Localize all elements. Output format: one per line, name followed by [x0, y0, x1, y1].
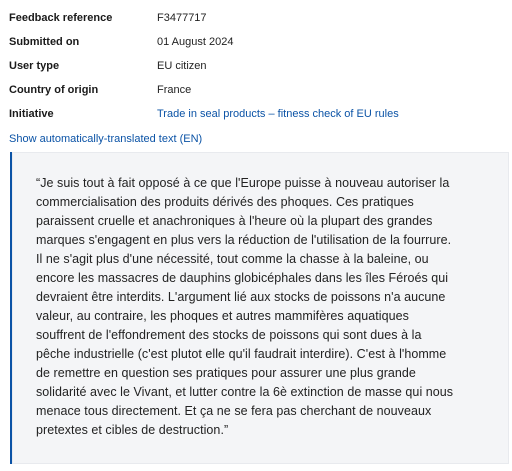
detail-row-initiative: [9, 102, 499, 126]
detail-value-user-type: EU citizen: [157, 60, 207, 72]
feedback-line: “Je suis tout à fait opposé à ce que l'Europe puisse à nouveau autoriser la: [36, 176, 450, 190]
show-translation-link[interactable]: Show automatically-translated text (EN): [9, 133, 203, 145]
feedback-text: [36, 174, 491, 440]
feedback-line: souffrent de l'effondrement des stocks de poissons qui sont dues à la: [36, 328, 422, 342]
feedback-line: pretextes et cibles de destruction.”: [36, 423, 229, 437]
feedback-quote-box: [10, 152, 509, 464]
feedback-line: menace tous directement. Et ça ne se fera pas cherchant de nouveaux: [36, 404, 432, 418]
detail-value-submitted: 01 August 2024: [157, 36, 234, 48]
feedback-details: [9, 6, 499, 126]
feedback-line: de remettre en question ses pratiques pour assurer une plus grande: [36, 366, 416, 380]
feedback-line: encore les massacres de dauphins globicéphales dans les îles Féroés qui: [36, 271, 449, 285]
feedback-line: pêche industrielle (c'est plutot elle qu'il faudrait interdire). C'est à l'homme: [36, 347, 447, 361]
feedback-line: devraient être interdits. L'argument lié aux stocks de poissons n'a aucune: [36, 290, 446, 304]
detail-value-country: France: [157, 84, 192, 96]
detail-value-reference: F3477717: [157, 12, 207, 24]
detail-label: Initiative: [9, 108, 54, 120]
feedback-line: Il ne s'agit plus d'une nécessité, tout comme la chasse à la baleine, ou: [36, 252, 429, 266]
feedback-line: marques s'engagent en plus vers la réduction de l'utilisation de la fourrure.: [36, 233, 452, 247]
initiative-link[interactable]: Trade in seal products – fitness check of EU rules: [157, 108, 399, 120]
detail-row-country: [9, 78, 499, 102]
detail-row-submitted: [9, 30, 499, 54]
feedback-line: valeur, au contraire, les phoques et autres mammifères aquatiques: [36, 309, 409, 323]
detail-label: Feedback reference: [9, 12, 113, 24]
detail-label: Country of origin: [9, 84, 99, 96]
detail-row-reference: [9, 6, 499, 30]
detail-label: Submitted on: [9, 36, 80, 48]
feedback-line: commercialisation des produits dérivés des phoques. Ces pratiques: [36, 195, 414, 209]
detail-label: User type: [9, 60, 60, 72]
feedback-line: solidarité avec le Vivant, et lutter contre la 6è extinction de masse qui nous: [36, 385, 454, 399]
detail-row-user-type: [9, 54, 499, 78]
feedback-line: paraissent cruelle et anachroniques à l'heure où la plupart des grandes: [36, 214, 433, 228]
